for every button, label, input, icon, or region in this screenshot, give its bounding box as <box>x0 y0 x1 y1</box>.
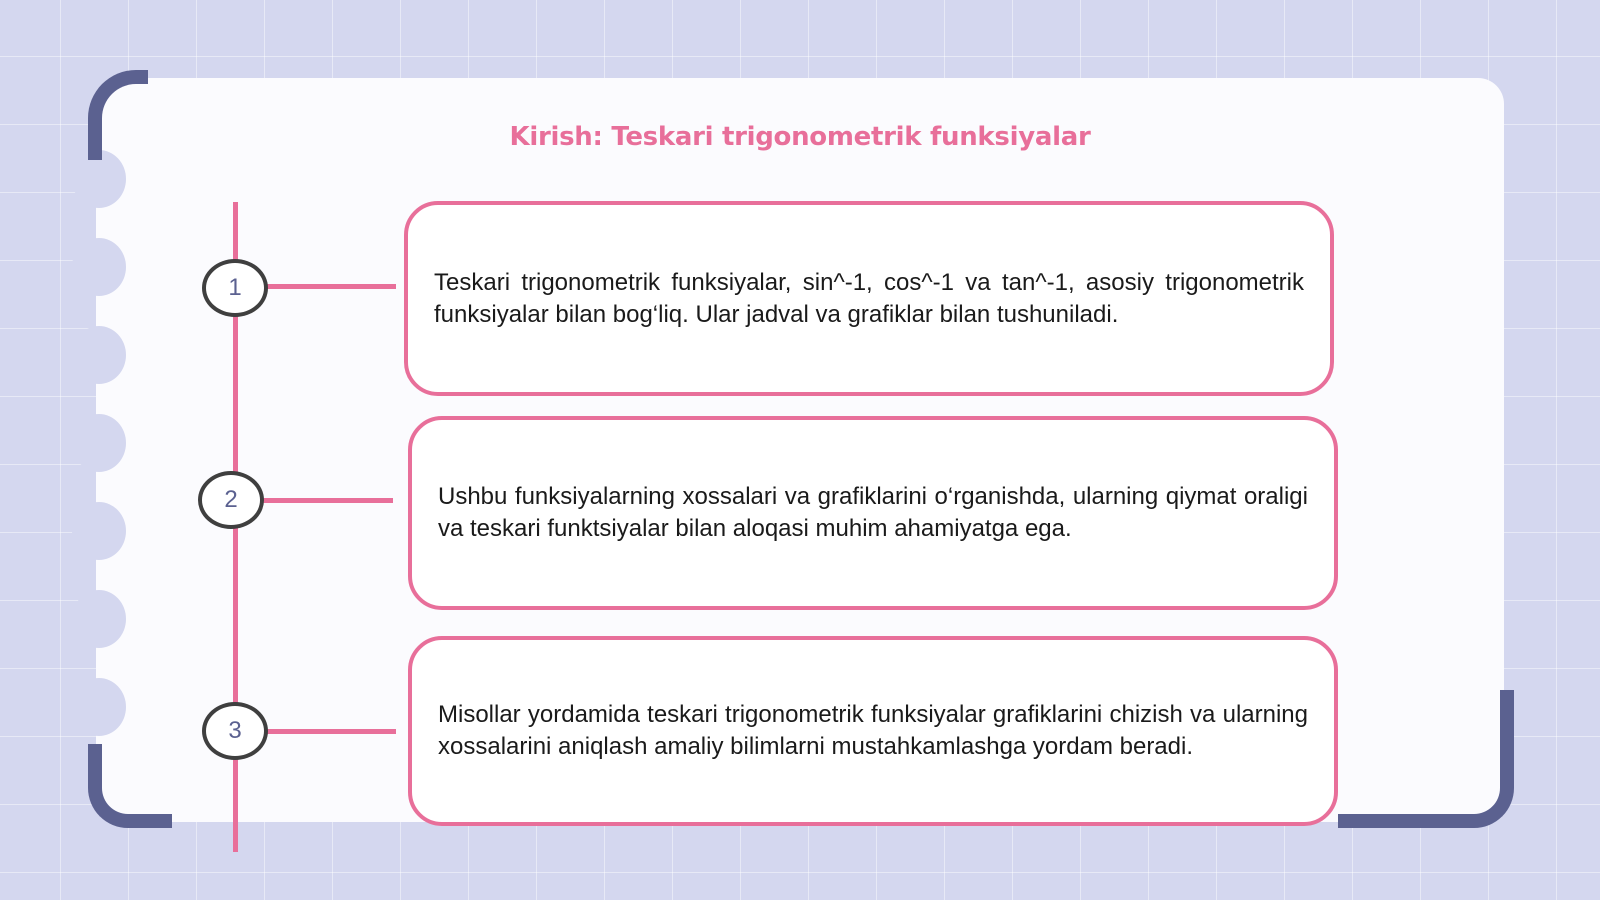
timeline-connector <box>266 284 396 289</box>
sheet-notch <box>72 238 126 296</box>
slide-title: Kirish: Teskari trigonometrik funksiyalar <box>509 122 1091 152</box>
step-card <box>408 636 1338 826</box>
corner-bracket-bottom-left <box>88 744 172 828</box>
sheet-notch <box>72 414 126 472</box>
step-text: Ushbu funksiyalarning xossalari va grafiklarini o‘rganishda, ularning qiymat oraligi va teskari funktsiyalar bilan aloqasi muhim ahamiyatga ega. <box>438 483 1308 542</box>
sheet-notch <box>72 590 126 648</box>
step-card <box>408 416 1338 610</box>
step-text: Teskari trigonometrik funksiyalar, sin^-1, cos^-1 va tan^-1, asosiy trigonometrik funksiyalar bilan bog‘liq. Ular jadval va grafiklar bilan tushuniladi. <box>434 268 1304 328</box>
step-number-badge: 3 <box>202 702 268 760</box>
step-text: Misollar yordamida teskari trigonometrik funksiyalar grafiklarini chizish va ularning xossalarini aniqlash amaliy bilimlarni mustahkamlashga yordam beradi. <box>438 701 1308 760</box>
sheet-notch <box>72 326 126 384</box>
step-card <box>404 201 1334 396</box>
sheet-notch <box>72 502 126 560</box>
sheet-notch <box>72 678 126 736</box>
timeline-connector <box>263 498 393 503</box>
step-number-badge: 1 <box>202 259 268 317</box>
timeline-connector <box>266 729 396 734</box>
corner-bracket-bottom-right <box>1338 690 1514 828</box>
step-number-badge: 2 <box>198 471 264 529</box>
